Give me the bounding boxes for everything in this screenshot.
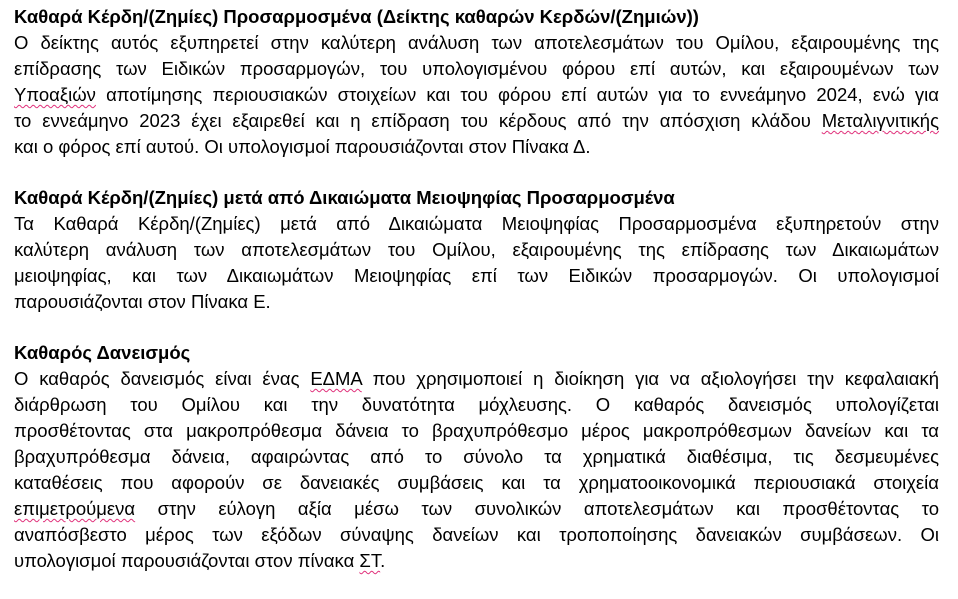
paragraph-line bbox=[14, 470, 939, 496]
paragraph-line bbox=[14, 82, 939, 108]
paragraph-line bbox=[14, 30, 939, 56]
section-heading: Καθαρός Δανεισμός bbox=[14, 342, 191, 363]
paragraph-line bbox=[14, 211, 939, 237]
document-page bbox=[14, 4, 939, 599]
section-3 bbox=[14, 340, 939, 574]
section-paragraph bbox=[14, 211, 939, 315]
text-run: παρουσιάζονται στον Πίνακα Ε. bbox=[14, 291, 271, 312]
text-run: επίδρασης των Ειδικών προσαρμογών, του υπολογισμένου φόρου επί αυτών, και εξαιρουμένων των bbox=[14, 58, 939, 79]
text-run: αποτίμησης περιουσιακών στοιχείων και του φόρου επί αυτών για το εννεάμηνο 2024, ενώ για bbox=[95, 84, 939, 105]
paragraph-line bbox=[14, 108, 939, 134]
paragraph-line bbox=[14, 522, 939, 548]
spellcheck-flagged-word: Υποαξιών bbox=[14, 84, 96, 105]
text-run: προσθέτοντας στα μακροπρόθεσμα δάνεια το βραχυπρόθεσμο μέρος μακροπρόθεσμων δανείων και τα bbox=[14, 420, 939, 441]
paragraph-line bbox=[14, 289, 939, 315]
text-run: υπολογισμοί παρουσιάζονται στον πίνακα bbox=[14, 550, 360, 571]
text-run: στην εύλογη αξία μέσω των συνολικών αποτελεσμάτων και προσθέτοντας το bbox=[135, 498, 939, 519]
section-heading: Καθαρά Κέρδη/(Ζημίες) Προσαρμοσμένα (Δείκτης καθαρών Κερδών/(Ζημιών)) bbox=[14, 6, 699, 27]
text-run: Τα Καθαρά Κέρδη/(Ζημίες) μετά από Δικαιώματα Μειοψηφίας Προσαρμοσμένα εξυπηρετούν στην bbox=[14, 213, 939, 234]
section-1 bbox=[14, 4, 939, 160]
section-heading: Καθαρά Κέρδη/(Ζημίες) μετά από Δικαιώματα Μειοψηφίας Προσαρμοσμένα bbox=[14, 187, 675, 208]
paragraph-line bbox=[14, 56, 939, 82]
text-run: και ο φόρος επί αυτού. Οι υπολογισμοί παρουσιάζονται στον Πίνακα Δ. bbox=[14, 136, 591, 157]
text-run: καταθέσεις που αφορούν σε δανειακές συμβάσεις και τα χρηματοοικονομικά περιουσιακά στοιχεία bbox=[14, 472, 939, 493]
paragraph-line bbox=[14, 548, 939, 574]
text-run: διάρθρωση του Ομίλου και την δυνατότητα μόχλευσης. Ο καθαρός δανεισμός υπολογίζεται bbox=[14, 394, 939, 415]
text-run: βραχυπρόθεσμα δάνεια, αφαιρώντας από το σύνολο τα χρηματικά διαθέσιμα, τις δεσμευμένες bbox=[14, 446, 939, 467]
spellcheck-flagged-word: ΣΤ bbox=[359, 550, 381, 571]
spellcheck-flagged-word: Μεταλιγνιτικής bbox=[821, 110, 939, 131]
section-paragraph bbox=[14, 366, 939, 574]
text-run: Ο καθαρός δανεισμός είναι ένας bbox=[14, 368, 311, 389]
paragraph-line bbox=[14, 366, 939, 392]
text-run: αναπόσβεστο μέρος των εξόδων σύναψης δανείων και τροποποίησης δανειακών συμβάσεων. Οι bbox=[14, 524, 939, 545]
text-run: . bbox=[380, 550, 386, 571]
section-paragraph bbox=[14, 30, 939, 160]
text-run: καλύτερη ανάλυση των αποτελεσμάτων του Ομίλου, εξαιρουμένης της επίδρασης των Δικαιωμάτων bbox=[14, 239, 939, 260]
section-2 bbox=[14, 185, 939, 315]
text-run: που χρησιμοποιεί η διοίκηση για να αξιολογήσει την κεφαλαιακή bbox=[361, 368, 939, 389]
paragraph-line bbox=[14, 237, 939, 263]
paragraph-line bbox=[14, 418, 939, 444]
spellcheck-flagged-word: ΕΔΜΑ bbox=[310, 368, 362, 389]
paragraph-line bbox=[14, 263, 939, 289]
text-run: Ο δείκτης αυτός εξυπηρετεί στην καλύτερη ανάλυση των αποτελεσμάτων του Ομίλου, εξαιρουμένης της bbox=[14, 32, 939, 53]
text-run: μειοψηφίας, και των Δικαιωμάτων Μειοψηφίας επί των Ειδικών προσαρμογών. Οι υπολογισμοί bbox=[14, 265, 939, 286]
paragraph-line bbox=[14, 134, 939, 160]
spellcheck-flagged-word: επιμετρούμενα bbox=[14, 498, 136, 519]
paragraph-line bbox=[14, 392, 939, 418]
text-run: το εννεάμηνο 2023 έχει εξαιρεθεί και η επίδραση του κέρδους από την απόσχιση κλάδου bbox=[14, 110, 822, 131]
paragraph-line bbox=[14, 496, 939, 522]
paragraph-line bbox=[14, 444, 939, 470]
